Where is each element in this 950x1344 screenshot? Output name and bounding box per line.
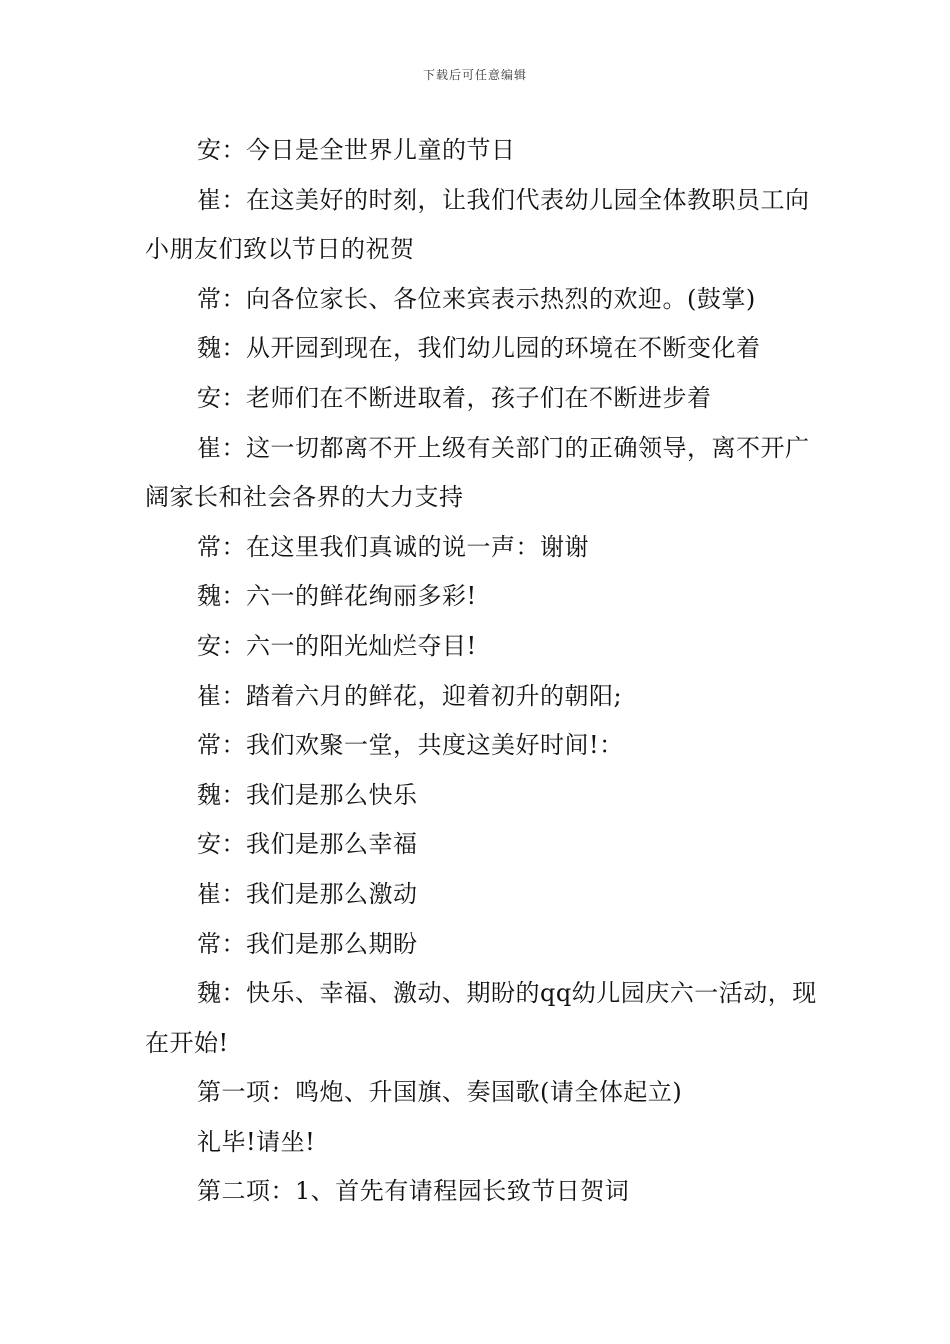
paragraph: 崔：这一切都离不开上级有关部门的正确领导，离不开广阔家长和社会各界的大力支持 [145, 433, 810, 512]
page-header: 下载后可任意编辑 [422, 68, 527, 82]
paragraph: 礼毕!请坐! [197, 1127, 316, 1156]
paragraph: 安：我们是那么幸福 [197, 830, 418, 859]
paragraph: 安：六一的阳光灿烂夺目! [197, 631, 477, 660]
paragraph: 第二项：1、首先有请程园长致节日贺词 [197, 1177, 630, 1206]
paragraph: 魏：六一的鲜花绚丽多彩! [197, 582, 477, 611]
paragraph: 崔：踏着六月的鲜花，迎着初升的朝阳; [197, 681, 623, 710]
paragraph: 魏：从开园到现在，我们幼儿园的环境在不断变化着 [197, 334, 761, 363]
paragraph: 第一项：鸣炮、升国旗、奏国歌(请全体起立) [197, 1078, 683, 1107]
paragraph: 常：向各位家长、各位来宾表示热烈的欢迎。(鼓掌) [197, 284, 756, 313]
paragraph: 崔：我们是那么激动 [197, 879, 418, 908]
paragraph: 魏：快乐、幸福、激动、期盼的qq幼儿园庆六一活动，现在开始! [145, 979, 817, 1057]
paragraph: 常：在这里我们真诚的说一声：谢谢 [197, 532, 589, 561]
paragraph: 常：我们欢聚一堂，共度这美好时间!： [197, 731, 624, 760]
document-body [145, 126, 820, 1217]
paragraph: 魏：我们是那么快乐 [197, 780, 418, 809]
paragraph: 安：今日是全世界儿童的节日 [197, 136, 516, 164]
paragraph: 常：我们是那么期盼 [197, 929, 418, 958]
paragraph: 安：老师们在不断进取着，孩子们在不断进步着 [197, 383, 712, 412]
paragraph: 崔：在这美好的时刻，让我们代表幼儿园全体教职员工向小朋友们致以节日的祝贺 [145, 185, 810, 264]
